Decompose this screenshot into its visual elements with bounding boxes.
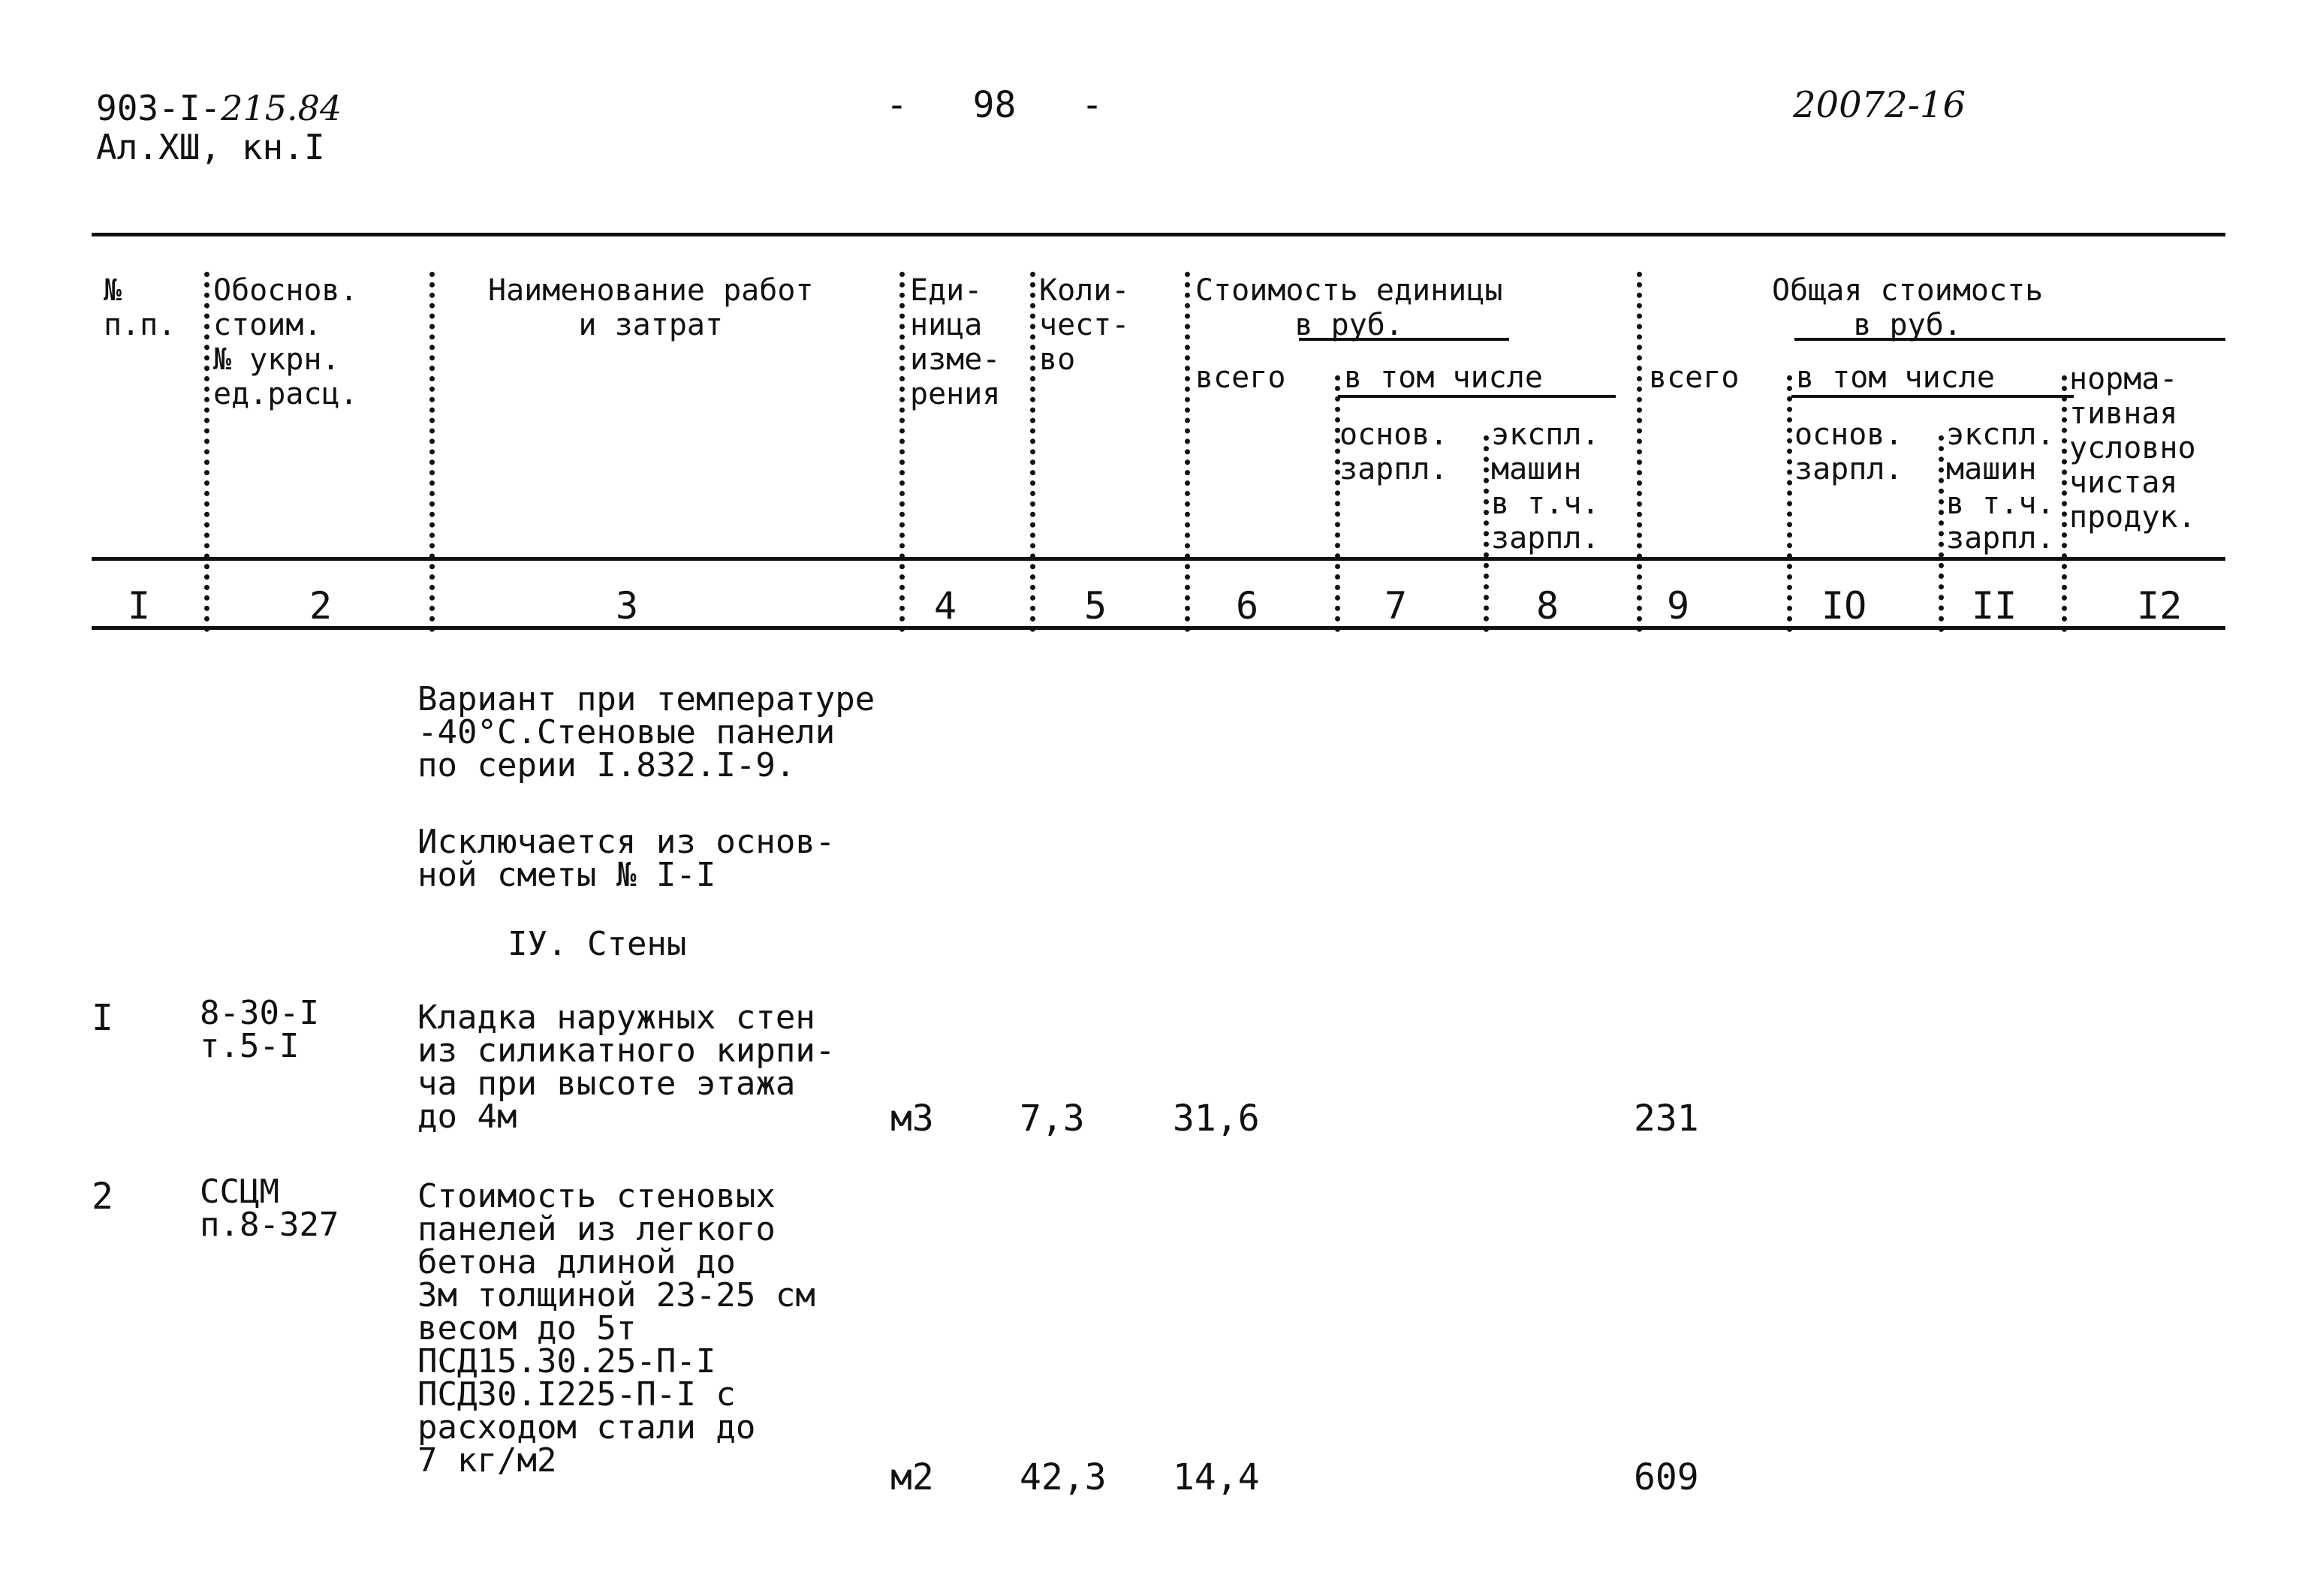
column-number: 2 xyxy=(309,584,333,628)
row-total-cost: 231 xyxy=(1634,1098,1699,1140)
column-number: 4 xyxy=(934,584,957,628)
header-unit-cost-incl: в том числе xyxy=(1344,360,1543,395)
col-separator xyxy=(1484,435,1489,632)
album-reference: Ал.ХШ, кн.I xyxy=(96,127,325,167)
page-number: - 98 - xyxy=(886,84,1103,126)
col-separator xyxy=(204,272,209,632)
column-number: 5 xyxy=(1084,584,1107,628)
total-incl-underline xyxy=(1791,395,2074,398)
row-basis: ССЦМ п.8-327 xyxy=(200,1173,339,1244)
exclusion-note: Исключается из основ- ной сметы № I-I xyxy=(417,823,836,894)
row-quantity: 42,3 xyxy=(1020,1456,1107,1498)
document-code-handwritten: 215.84 xyxy=(221,88,342,128)
col-separator xyxy=(1185,272,1190,632)
row-unit-cost: 31,6 xyxy=(1173,1098,1260,1140)
col-separator xyxy=(2062,375,2067,632)
header-total-cost: Общая стоимость в руб. xyxy=(1772,273,2044,342)
row-unit: м2 xyxy=(890,1456,934,1498)
row-work-name: Кладка наружных стен из силикатного кирпи- ча при высоте этажа до 4м xyxy=(417,998,836,1136)
header-total-machines: экспл. машин в т.ч. зарпл. xyxy=(1946,417,2055,556)
row-work-name: Стоимость стеновых панелей из легкого бетона длиной до 3м толщиной 23-25 см весом до 5т ПСД15.30.25-П-I ПСД30.I225-П-I с расходом стали до 7 кг/м2 xyxy=(417,1177,815,1480)
section-title: IУ. Стены xyxy=(508,925,687,963)
col-separator xyxy=(1335,375,1340,632)
header-unit: Еди- ница изме- рения xyxy=(910,273,1001,411)
column-number: II xyxy=(1972,584,2017,628)
col-separator xyxy=(899,272,905,632)
column-number: 3 xyxy=(616,584,639,628)
column-number: 7 xyxy=(1384,584,1408,628)
row-unit-cost: 14,4 xyxy=(1173,1456,1260,1498)
document-code: 903-I-215.84 xyxy=(96,88,342,128)
row-total-cost: 609 xyxy=(1634,1456,1699,1498)
header-total-cost-total: всего xyxy=(1649,360,1740,395)
header-basis: Обоснов. стоим. № укрн. ед.расц. xyxy=(213,273,358,411)
column-number: I xyxy=(128,584,151,628)
column-number: 6 xyxy=(1236,584,1259,628)
row-number: I xyxy=(92,997,113,1039)
header-work-name: Наименование работ и затрат xyxy=(488,273,814,342)
header-unit-cost-total: всего xyxy=(1195,360,1286,395)
row-quantity: 7,3 xyxy=(1020,1098,1085,1140)
column-number: 8 xyxy=(1536,584,1559,628)
col-separator xyxy=(1637,272,1642,632)
col-separator xyxy=(429,272,435,632)
column-number: I2 xyxy=(2137,584,2183,628)
header-normative-product: норма- тивная условно чистая продук. xyxy=(2069,362,2196,535)
unit-incl-underline xyxy=(1338,395,1616,398)
header-unit-cost: Стоимость единицы в руб. xyxy=(1195,273,1503,342)
header-total-wage: основ. зарпл. xyxy=(1794,417,1903,486)
col-separator xyxy=(1939,435,1944,632)
header-unit-machines: экспл. машин в т.ч. зарпл. xyxy=(1491,417,1600,556)
table-number-rule xyxy=(92,626,2225,630)
document-id: 20072-16 xyxy=(1793,84,1966,126)
header-row-number: № п.п. xyxy=(104,273,176,342)
table-top-rule xyxy=(92,233,2225,236)
row-unit: м3 xyxy=(890,1098,934,1140)
variant-description: Вариант при температуре -40°С.Стеновые панели по серии I.832.I-9. xyxy=(417,680,875,784)
row-number: 2 xyxy=(92,1176,113,1218)
col-separator xyxy=(1787,375,1792,632)
col-separator xyxy=(1030,272,1035,632)
table-header-rule xyxy=(92,557,2225,561)
header-total-cost-incl: в том числе xyxy=(1796,360,1995,395)
column-number: 9 xyxy=(1667,584,1690,628)
column-number: IO xyxy=(1821,584,1867,628)
header-quantity: Коли- чест- во xyxy=(1039,273,1130,377)
row-basis: 8-30-I т.5-I xyxy=(200,994,319,1065)
header-unit-wage: основ. зарпл. xyxy=(1339,417,1448,486)
